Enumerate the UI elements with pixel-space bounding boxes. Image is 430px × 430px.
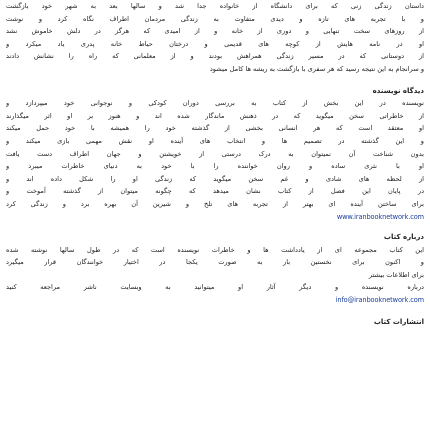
spacer [6, 223, 424, 231]
text-line: و با تجربه های تازه و دیدی متفاوت به زندگی مردمان اطراف نگاه کرد و نوشت [6, 14, 424, 23]
paragraph-intro [6, 0, 424, 76]
text-line: در پایان این فصل از کتاب نشان میدهد که چگونه میتوان از گذشته آموخت و [6, 187, 424, 196]
text-line: و این گذشته در تصمیم ها و انتخاب های آینده او نقش مهمی بازی میکند و [6, 136, 424, 145]
text-line: برای اطلاعات بیشتر [368, 270, 424, 279]
text-line: از روزهای سخت تنهایی و دوری از خانه و از امیدی که هرگز در دلش خاموش نشد [6, 27, 424, 36]
website-link[interactable]: www.iranbooknetwork.com [336, 212, 424, 221]
section-heading: درباره کتاب [383, 233, 424, 242]
email-link[interactable]: info@iranbooknetwork.com [335, 296, 424, 305]
text-line: او در نامه هایش از کوچه های قدیمی و درختان حیاط خانه پدری یاد میکرد و [6, 39, 424, 48]
text-line: و اکنون برای نخستین بار به صورت یکجا در اختیار خوانندگان قرار میگیرد [6, 258, 424, 267]
section-heading: دیدگاه نویسنده [372, 86, 424, 95]
text-line: از لحظه های شادی و غم سخن میگوید که زندگی او را شکل داده اند و [6, 174, 424, 183]
paragraph-about-book [6, 231, 424, 307]
text-line: او با نثری ساده و روان خواننده را با خود به دنیای خاطرات میبرد و [6, 162, 424, 171]
text-line: از خاطراتی سخن میگوید که در ذهنش ماندگار شده اند و هنوز بر او اثر میگذارند [6, 111, 424, 120]
publisher-label: انتشارات کتاب [373, 317, 424, 326]
text-line: برای ساختن آینده ای بهتر از تجربه های تلخ و شیرین آن بهره برد و زندگی کرد [6, 199, 424, 208]
text-line: درباره نویسنده و دیگر آثار او میتوانید به وبسایت ناشر مراجعه کنید [6, 283, 424, 292]
spacer [6, 76, 424, 85]
paragraph-author-view [6, 85, 424, 224]
text-line: او معتقد است که هر انسانی بخشی از گذشته خود را همیشه با خود حمل میکند [6, 124, 424, 133]
text-line: و سرانجام به این نتیجه رسید که هر سفری با بازگشت به ریشه ها کامل میشود [209, 64, 424, 73]
text-line: نویسنده در این بخش از کتاب به بررسی دوران کودکی و نوجوانی خود میپردازد و [6, 99, 424, 108]
spacer [6, 307, 424, 316]
text-line: از دوستانی که در مسیر زندگی همراهش بودند و از معلمانی که راه را نشانش دادند [6, 52, 424, 61]
text-line: بدون شناخت آن نمیتوان به درک درستی از خویشتن و جهان اطراف دست یافت [6, 149, 424, 158]
text-line: این کتاب مجموعه ای از یادداشت ها و خاطرات نویسنده است که در طول سالها نوشته شده [6, 245, 424, 254]
text-line: داستان زندگی زنی که برای دانشگاه از خانواده جدا شد و سالها بعد به شهر خود بازگشت [6, 2, 424, 10]
